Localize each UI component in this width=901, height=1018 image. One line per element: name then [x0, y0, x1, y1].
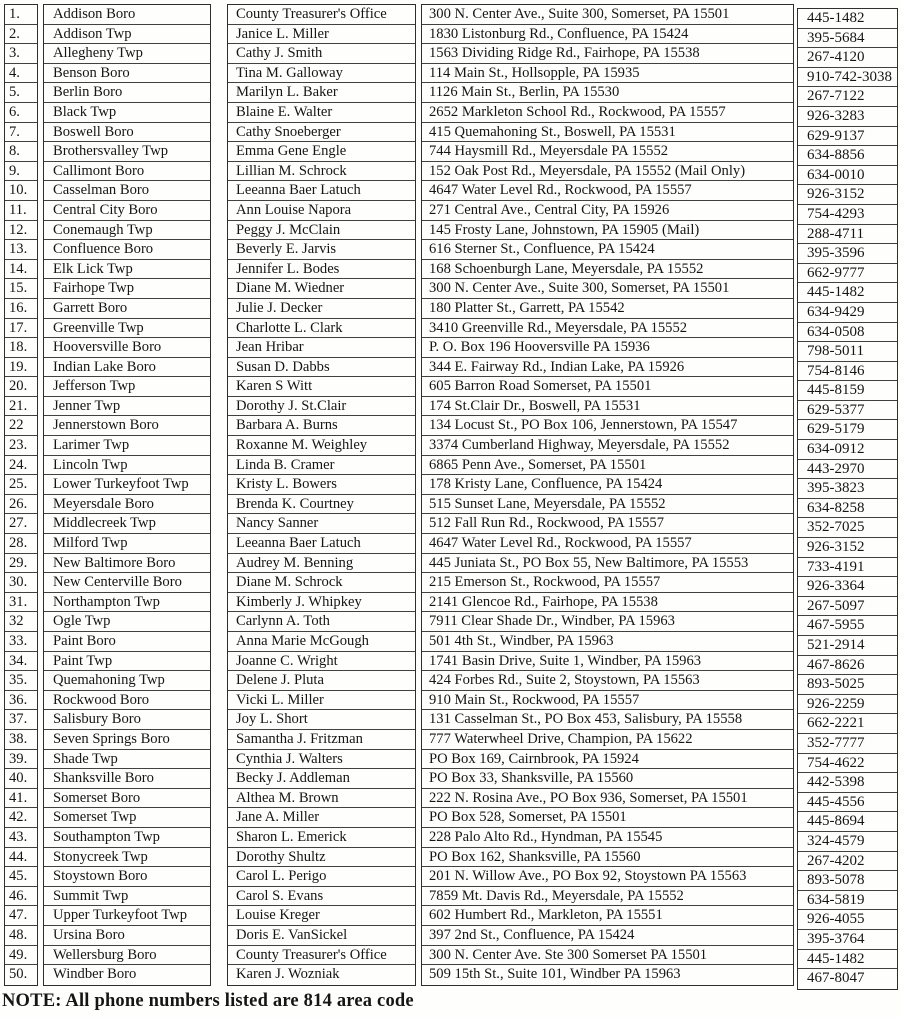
cell-row-number: 15. [5, 279, 37, 299]
cell-phone: 267-4202 [798, 852, 897, 872]
cell-phone: 798-5011 [798, 342, 897, 362]
cell-municipality: Southampton Twp [44, 828, 210, 848]
cell-phone: 395-3823 [798, 479, 897, 499]
cell-row-number: 11. [5, 201, 37, 221]
cell-collector-name: Peggy J. McClain [228, 221, 415, 241]
cell-phone: 629-5179 [798, 420, 897, 440]
cell-address: 7911 Clear Shade Dr., Windber, PA 15963 [422, 612, 793, 632]
cell-collector-name: Diane M. Schrock [228, 573, 415, 593]
cell-phone: 733-4191 [798, 558, 897, 578]
cell-row-number: 17. [5, 319, 37, 339]
cell-row-number: 5. [5, 83, 37, 103]
cell-collector-name: Samantha J. Fritzman [228, 730, 415, 750]
cell-collector-name: Susan D. Dabbs [228, 358, 415, 378]
cell-phone: 754-8146 [798, 362, 897, 382]
cell-row-number: 43. [5, 828, 37, 848]
cell-address: 512 Fall Run Rd., Rockwood, PA 15557 [422, 514, 793, 534]
cell-row-number: 47. [5, 906, 37, 926]
cell-address: 4647 Water Level Rd., Rockwood, PA 15557 [422, 534, 793, 554]
cell-municipality: New Centerville Boro [44, 573, 210, 593]
cell-row-number: 27. [5, 514, 37, 534]
cell-row-number: 41. [5, 789, 37, 809]
cell-collector-name: Audrey M. Benning [228, 554, 415, 574]
cell-municipality: Greenville Twp [44, 319, 210, 339]
cell-phone: 634-0508 [798, 323, 897, 343]
cell-collector-name: Cathy J. Smith [228, 44, 415, 64]
cell-municipality: Rockwood Boro [44, 691, 210, 711]
cell-row-number: 29. [5, 554, 37, 574]
cell-row-number: 36. [5, 691, 37, 711]
cell-phone: 395-3764 [798, 930, 897, 950]
cell-address: 1830 Listonburg Rd., Confluence, PA 15424 [422, 25, 793, 45]
cell-address: 602 Humbert Rd., Markleton, PA 15551 [422, 906, 793, 926]
cell-row-number: 24. [5, 456, 37, 476]
cell-address: 616 Sterner St., Confluence, PA 15424 [422, 240, 793, 260]
cell-phone: 267-7122 [798, 87, 897, 107]
cell-phone: 445-8694 [798, 812, 897, 832]
cell-address: 605 Barron Road Somerset, PA 15501 [422, 377, 793, 397]
cell-phone: 445-1482 [798, 283, 897, 303]
cell-row-number: 28. [5, 534, 37, 554]
cell-collector-name: Karen J. Wozniak [236, 966, 340, 983]
cell-address: 228 Palo Alto Rd., Hyndman, PA 15545 [422, 828, 793, 848]
cell-row-number: 31. [5, 593, 37, 613]
cell-row-number: 14. [5, 260, 37, 280]
cell-municipality: Callimont Boro [44, 162, 210, 182]
cell-phone: 267-5097 [798, 597, 897, 617]
cell-phone: 910-742-3038 [798, 68, 897, 88]
cell-row-number: 26. [5, 495, 37, 515]
cell-address: PO Box 33, Shanksville, PA 15560 [422, 769, 793, 789]
cell-row-number: 13. [5, 240, 37, 260]
cell-row-number: 48. [5, 926, 37, 946]
cell-address: 1741 Basin Drive, Suite 1, Windber, PA 15963 [422, 652, 793, 672]
cell-collector-name: Jennifer L. Bodes [228, 260, 415, 280]
cell-collector-name: Dorothy J. St.Clair [228, 397, 415, 417]
cell-address: 2652 Markleton School Rd., Rockwood, PA 15557 [422, 103, 793, 123]
cell-address: 910 Main St., Rockwood, PA 15557 [422, 691, 793, 711]
cell-phone: 267-4120 [798, 48, 897, 68]
cell-municipality: Garrett Boro [44, 299, 210, 319]
cell-phone: 926-3152 [798, 185, 897, 205]
cell-phone: 288-4711 [798, 225, 897, 245]
cell-phone: 395-5684 [798, 29, 897, 49]
cell-phone: 662-9777 [798, 264, 897, 284]
cell-collector-name: Joy L. Short [228, 710, 415, 730]
cell-municipality: Wellersburg Boro [44, 946, 210, 966]
cell-municipality: Jennerstown Boro [44, 416, 210, 436]
cell-address: 131 Casselman St., PO Box 453, Salisbury, PA 15558 [422, 710, 793, 730]
cell-collector-name: Cynthia J. Walters [228, 750, 415, 770]
cell-row-number: 1. [5, 5, 37, 25]
cell-row-number: 18. [5, 338, 37, 358]
cell-phone: 443-2970 [798, 460, 897, 480]
cell-phone: 754-4622 [798, 754, 897, 774]
cell-collector-name: Tina M. Galloway [228, 64, 415, 84]
cell-municipality: New Baltimore Boro [44, 554, 210, 574]
cell-municipality: Paint Boro [44, 632, 210, 652]
cell-collector-name: Carol L. Perigo [228, 867, 415, 887]
cell-collector-name: Charlotte L. Clark [228, 319, 415, 339]
cell-municipality: Upper Turkeyfoot Twp [44, 906, 210, 926]
cell-phone: 324-4579 [798, 832, 897, 852]
cell-row-number: 33. [5, 632, 37, 652]
cell-municipality: Shade Twp [44, 750, 210, 770]
cell-municipality: Fairhope Twp [44, 279, 210, 299]
cell-address: 744 Haysmill Rd., Meyersdale PA 15552 [422, 142, 793, 162]
cell-row-number: 34. [5, 652, 37, 672]
cell-row-number: 16. [5, 299, 37, 319]
cell-row-number: 23. [5, 436, 37, 456]
cell-row-number: 4. [5, 64, 37, 84]
cell-collector-name: Carlynn A. Toth [228, 612, 415, 632]
cell-address: 397 2nd St., Confluence, PA 15424 [422, 926, 793, 946]
cell-collector-name: Carol S. Evans [228, 887, 415, 907]
cell-row-number: 44. [5, 848, 37, 868]
cell-phone: 629-9137 [798, 127, 897, 147]
cell-phone: 521-2914 [798, 636, 897, 656]
cell-collector-name: Leeanna Baer Latuch [228, 181, 415, 201]
cell-row-number: 21. [5, 397, 37, 417]
cell-address: 201 N. Willow Ave., PO Box 92, Stoystown PA 15563 [422, 867, 793, 887]
cell-address: 300 N. Center Ave. Ste 300 Somerset PA 15501 [422, 946, 793, 966]
cell-collector-name: Althea M. Brown [228, 789, 415, 809]
cell-phone: 352-7777 [798, 734, 897, 754]
cell-collector-name: Jean Hribar [228, 338, 415, 358]
cell-phone: 634-0912 [798, 440, 897, 460]
cell-row-number: 19. [5, 358, 37, 378]
cell-address: 501 4th St., Windber, PA 15963 [422, 632, 793, 652]
cell-phone: 445-8159 [798, 381, 897, 401]
cell-row-number: 22 [5, 416, 37, 436]
cell-municipality: Ogle Twp [44, 612, 210, 632]
cell-phone: 926-3364 [798, 577, 897, 597]
cell-collector-name: Kimberly J. Whipkey [228, 593, 415, 613]
cell-collector-name: County Treasurer's Office [228, 5, 415, 25]
cell-phone: 634-5819 [798, 891, 897, 911]
cell-collector-name: Ann Louise Napora [228, 201, 415, 221]
cell-address: 174 St.Clair Dr., Boswell, PA 15531 [422, 397, 793, 417]
cell-phone: 629-5377 [798, 401, 897, 421]
cell-address: PO Box 169, Cairnbrook, PA 15924 [422, 750, 793, 770]
cell-municipality: Shanksville Boro [44, 769, 210, 789]
cell-phone: 926-3152 [798, 538, 897, 558]
cell-address: 180 Platter St., Garrett, PA 15542 [422, 299, 793, 319]
cell-collector-name: Dorothy Shultz [228, 848, 415, 868]
cell-address: 152 Oak Post Rd., Meyersdale, PA 15552 (Mail Only) [422, 162, 793, 182]
cell-collector-name: Emma Gene Engle [228, 142, 415, 162]
cell-address: 3374 Cumberland Highway, Meyersdale, PA 15552 [422, 436, 793, 456]
cell-address: 145 Frosty Lane, Johnstown, PA 15905 (Mail) [422, 221, 793, 241]
cell-collector-name: Julie J. Decker [228, 299, 415, 319]
cell-collector-name: Roxanne M. Weighley [228, 436, 415, 456]
cell-row-number: 32 [5, 612, 37, 632]
column-address [421, 4, 794, 986]
cell-row-number: 2. [5, 25, 37, 45]
cell-row-number: 35. [5, 671, 37, 691]
cell-phone: 634-8258 [798, 499, 897, 519]
cell-row-number: 39. [5, 750, 37, 770]
cell-row-number: 6. [5, 103, 37, 123]
cell-phone: 893-5025 [798, 675, 897, 695]
cell-row-number: 12. [5, 221, 37, 241]
cell-address: 222 N. Rosina Ave., PO Box 936, Somerset, PA 15501 [422, 789, 793, 809]
cell-row-number: 9. [5, 162, 37, 182]
cell-phone: 893-5078 [798, 871, 897, 891]
cell-address: 3410 Greenville Rd., Meyersdale, PA 15552 [422, 319, 793, 339]
cell-municipality: Addison Twp [44, 25, 210, 45]
cell-municipality: Meyersdale Boro [44, 495, 210, 515]
cell-address: PO Box 528, Somerset, PA 15501 [422, 808, 793, 828]
cell-collector-name: Delene J. Pluta [228, 671, 415, 691]
cell-municipality: Boswell Boro [44, 123, 210, 143]
cell-collector-name: Leeanna Baer Latuch [228, 534, 415, 554]
cell-address: 168 Schoenburgh Lane, Meyersdale, PA 15552 [422, 260, 793, 280]
cell-collector-name: County Treasurer's Office [228, 946, 415, 966]
cell-address: 178 Kristy Lane, Confluence, PA 15424 [422, 475, 793, 495]
cell-address: 2141 Glencoe Rd., Fairhope, PA 15538 [422, 593, 793, 613]
cell-row-number: 25. [5, 475, 37, 495]
cell-row-number: 10. [5, 181, 37, 201]
cell-collector-name: Kristy L. Bowers [228, 475, 415, 495]
cell-collector-name: Becky J. Addleman [228, 769, 415, 789]
cell-municipality: Windber Boro [53, 966, 137, 983]
cell-row-number: 40. [5, 769, 37, 789]
cell-municipality: Northampton Twp [44, 593, 210, 613]
cell-collector-name: Sharon L. Emerick [228, 828, 415, 848]
cell-phone: 467-8047 [807, 970, 865, 987]
cell-municipality: Indian Lake Boro [44, 358, 210, 378]
cell-row-number: 30. [5, 573, 37, 593]
cell-row-number: 7. [5, 123, 37, 143]
cell-phone: 442-5398 [798, 773, 897, 793]
cell-address: 4647 Water Level Rd., Rockwood, PA 15557 [422, 181, 793, 201]
cell-municipality: Somerset Boro [44, 789, 210, 809]
cell-collector-name: Jane A. Miller [228, 808, 415, 828]
cell-collector-name: Barbara A. Burns [228, 416, 415, 436]
cell-municipality: Middlecreek Twp [44, 514, 210, 534]
cell-phone: 926-2259 [798, 695, 897, 715]
cell-collector-name: Janice L. Miller [228, 25, 415, 45]
cell-phone: 445-1482 [798, 950, 897, 970]
cell-address: 515 Sunset Lane, Meyersdale, PA 15552 [422, 495, 793, 515]
cell-address: 344 E. Fairway Rd., Indian Lake, PA 15926 [422, 358, 793, 378]
cell-address: 1126 Main St., Berlin, PA 15530 [422, 83, 793, 103]
cell-address: 271 Central Ave., Central City, PA 15926 [422, 201, 793, 221]
cell-address: 300 N. Center Ave., Suite 300, Somerset, PA 15501 [422, 5, 793, 25]
cell-collector-name: Doris E. VanSickel [228, 926, 415, 946]
cell-collector-name: Cathy Snoeberger [228, 123, 415, 143]
cell-municipality: Conemaugh Twp [44, 221, 210, 241]
cell-municipality: Benson Boro [44, 64, 210, 84]
cell-municipality: Salisbury Boro [44, 710, 210, 730]
cell-address: 509 15th St., Suite 101, Windber PA 15963 [429, 966, 681, 983]
cell-municipality: Confluence Boro [44, 240, 210, 260]
cell-municipality: Stoystown Boro [44, 867, 210, 887]
cell-phone: 395-3596 [798, 244, 897, 264]
cell-municipality: Elk Lick Twp [44, 260, 210, 280]
column-municipality [43, 4, 211, 986]
cell-collector-name: Lillian M. Schrock [228, 162, 415, 182]
cell-municipality: Paint Twp [44, 652, 210, 672]
cell-address: 6865 Penn Ave., Somerset, PA 15501 [422, 456, 793, 476]
cell-row-number: 3. [5, 44, 37, 64]
cell-address: 445 Juniata St., PO Box 55, New Baltimore, PA 15553 [422, 554, 793, 574]
cell-address: 415 Quemahoning St., Boswell, PA 15531 [422, 123, 793, 143]
cell-address: 134 Locust St., PO Box 106, Jennerstown, PA 15547 [422, 416, 793, 436]
cell-municipality: Central City Boro [44, 201, 210, 221]
cell-phone: 634-8856 [798, 146, 897, 166]
cell-municipality: Larimer Twp [44, 436, 210, 456]
cell-municipality: Lincoln Twp [44, 456, 210, 476]
cell-municipality: Black Twp [44, 103, 210, 123]
cell-row-number: 37. [5, 710, 37, 730]
cell-row-number: 20. [5, 377, 37, 397]
cell-row-number: 49. [5, 946, 37, 966]
cell-municipality: Allegheny Twp [44, 44, 210, 64]
cell-collector-name: Diane M. Wiedner [228, 279, 415, 299]
cell-collector-name: Louise Kreger [228, 906, 415, 926]
cell-municipality: Jenner Twp [44, 397, 210, 417]
column-collector-name [227, 4, 416, 986]
cell-collector-name: Nancy Sanner [228, 514, 415, 534]
cell-collector-name: Anna Marie McGough [228, 632, 415, 652]
cell-collector-name: Vicki L. Miller [228, 691, 415, 711]
cell-municipality: Milford Twp [44, 534, 210, 554]
cell-address: 1563 Dividing Ridge Rd., Fairhope, PA 15538 [422, 44, 793, 64]
cell-address: 777 Waterwheel Drive, Champion, PA 15622 [422, 730, 793, 750]
cell-phone: 926-3283 [798, 107, 897, 127]
cell-phone: 352-7025 [798, 518, 897, 538]
cell-phone: 467-8626 [798, 656, 897, 676]
cell-address: 215 Emerson St., Rockwood, PA 15557 [422, 573, 793, 593]
cell-address: PO Box 162, Shanksville, PA 15560 [422, 848, 793, 868]
cell-municipality: Brothersvalley Twp [44, 142, 210, 162]
cell-phone: 754-4293 [798, 205, 897, 225]
column-row-number [4, 4, 38, 986]
cell-collector-name: Brenda K. Courtney [228, 495, 415, 515]
cell-collector-name: Joanne C. Wright [228, 652, 415, 672]
cell-row-number: 42. [5, 808, 37, 828]
cell-municipality: Stonycreek Twp [44, 848, 210, 868]
cell-phone: 634-9429 [798, 303, 897, 323]
cell-phone: 467-5955 [798, 616, 897, 636]
cell-collector-name: Karen S Witt [228, 377, 415, 397]
cell-address: P. O. Box 196 Hooversville PA 15936 [422, 338, 793, 358]
cell-collector-name: Beverly E. Jarvis [228, 240, 415, 260]
cell-municipality: Addison Boro [44, 5, 210, 25]
cell-municipality: Hooversville Boro [44, 338, 210, 358]
cell-phone: 634-0010 [798, 166, 897, 186]
cell-row-number: 46. [5, 887, 37, 907]
cell-municipality: Seven Springs Boro [44, 730, 210, 750]
cell-municipality: Berlin Boro [44, 83, 210, 103]
cell-municipality: Casselman Boro [44, 181, 210, 201]
cell-address: 7859 Mt. Davis Rd., Meyersdale, PA 15552 [422, 887, 793, 907]
cell-row-number: 38. [5, 730, 37, 750]
cell-address: 114 Main St., Hollsopple, PA 15935 [422, 64, 793, 84]
column-phone [797, 8, 898, 990]
cell-row-number: 50. [9, 966, 28, 983]
cell-address: 424 Forbes Rd., Suite 2, Stoystown, PA 15563 [422, 671, 793, 691]
cell-collector-name: Linda B. Cramer [228, 456, 415, 476]
cell-municipality: Lower Turkeyfoot Twp [44, 475, 210, 495]
cell-phone: 926-4055 [798, 910, 897, 930]
area-code-note: NOTE: All phone numbers listed are 814 area code [2, 991, 414, 1011]
cell-municipality: Ursina Boro [44, 926, 210, 946]
cell-phone: 445-4556 [798, 793, 897, 813]
cell-row-number: 45. [5, 867, 37, 887]
cell-municipality: Quemahoning Twp [44, 671, 210, 691]
cell-phone: 445-1482 [798, 9, 897, 29]
cell-municipality: Summit Twp [44, 887, 210, 907]
cell-collector-name: Marilyn L. Baker [228, 83, 415, 103]
cell-phone: 662-2221 [798, 714, 897, 734]
cell-municipality: Somerset Twp [44, 808, 210, 828]
cell-municipality: Jefferson Twp [44, 377, 210, 397]
cell-collector-name: Blaine E. Walter [228, 103, 415, 123]
cell-address: 300 N. Center Ave., Suite 300, Somerset, PA 15501 [422, 279, 793, 299]
cell-row-number: 8. [5, 142, 37, 162]
